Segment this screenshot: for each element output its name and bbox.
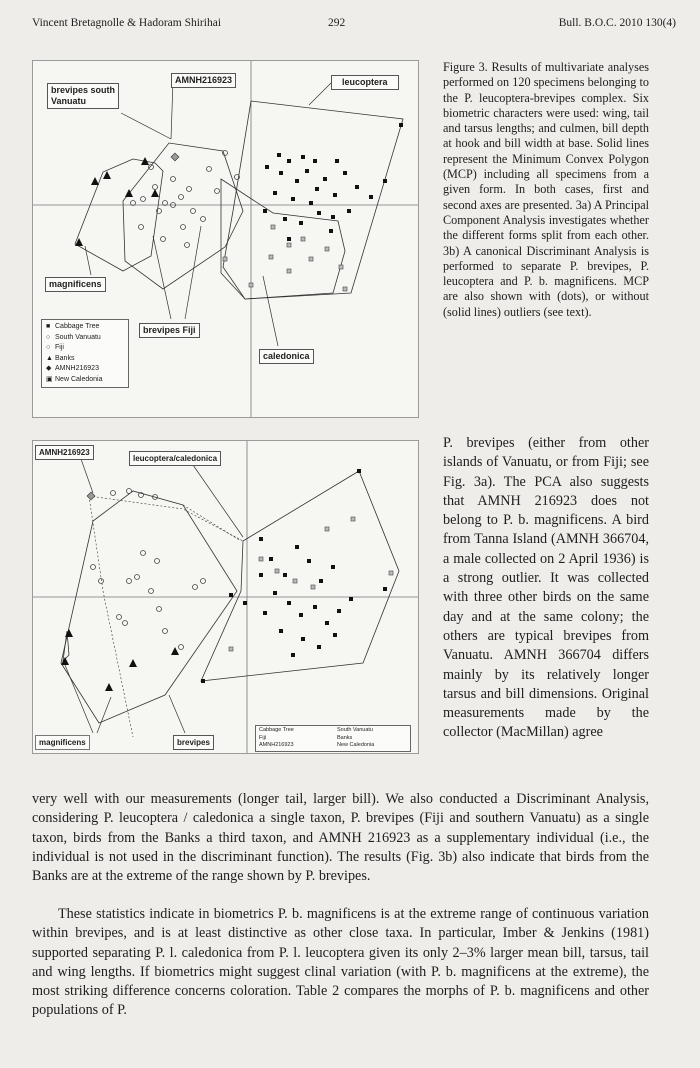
label-brevipes-b: brevipes bbox=[173, 735, 214, 750]
label-brevipes-fiji: brevipes Fiji bbox=[139, 323, 200, 338]
label-amnh: AMNH216923 bbox=[171, 73, 236, 88]
amnh-point bbox=[87, 492, 95, 500]
label-brevipes-south: brevipes south Vanuatu bbox=[47, 83, 119, 109]
figure-3a bbox=[32, 60, 419, 418]
header-authors: Vincent Bretagnolle & Hadoram Shirihai bbox=[32, 17, 222, 29]
hull-magnificens bbox=[75, 159, 163, 271]
body-paragraph-1: very well with our measurements (longer tail, larger bill). We also conducted a Discriminant Analysis, considering P. leucoptera / caledonica a single taxon, P. brevipes (Fiji and southern Vanuatu) as a single taxon, birds from the Banks a third taxon, and AMNH 216923 as a supplementary individual (i.e., the individual is not used in the discriminant function). The results (Fig. 3b) also indicate that birds from the Banks are at the extreme of the range shown by P. brevipes. bbox=[32, 791, 649, 885]
header-journal: Bull. B.O.C. 2010 130(4) bbox=[558, 17, 676, 29]
hull-caledonica bbox=[221, 179, 345, 299]
running-header bbox=[32, 14, 676, 32]
label-leucoptera-caledonica: leucoptera/caledonica bbox=[129, 451, 221, 466]
amnh-point bbox=[171, 153, 179, 161]
brevipes-points bbox=[131, 151, 240, 248]
figure-caption: Figure 3. Results of multivariate analyses performed on 120 specimens belonging to the P. leucoptera-brevipes complex. Six biometric characters were used: wing, tail and tarsus lengths; and culmen, bill depth at hook and bill width at base. Solid lines represent the Minimum Convex Polygon (MCP) including all specimens from a given form. In both cases, first and second axes are presented. 3a) A Principal Component Analysis investigates whether the different forms split from each other. 3b) A canonical Discriminant Analysis is performed to separate P. brevipes, P. leucoptera and P. b. magnificens. MCP are also shown with (dots), or without (solid lines) outliers (see text). bbox=[443, 60, 649, 319]
banks-points bbox=[61, 629, 179, 691]
hull-brevipes bbox=[61, 491, 237, 723]
label-amnh-b: AMNH216923 bbox=[35, 445, 94, 460]
banks-points bbox=[75, 157, 159, 246]
figure-3b-legend: Cabbage Tree South Vanuatu Fiji Banks AMNH216923 New Caledonia bbox=[255, 725, 411, 752]
label-magnificens: magnificens bbox=[45, 277, 106, 292]
new-caledonia-points bbox=[223, 225, 347, 291]
page-number: 292 bbox=[328, 17, 346, 29]
label-leucoptera: leucoptera bbox=[331, 75, 399, 90]
figure-3b-plot bbox=[33, 441, 418, 753]
body-column-text: P. brevipes (either from other islands of Vanuatu, or from Fiji; see Fig. 3a). The PCA also suggests that AMNH 216923 does not belong to P. b. magnificens. A bird from Tanna Island (AMNH 366704, a male collected on 2 April 1936) is a strong outlier. It was collected with three other birds on the same day and at the same colony; the others are typical brevipes from Vanuatu. AMNH 366704 differs mainly by its relatively longer tarsus and bill dimensions. Original measurements made by the collector (MacMillan) agree bbox=[443, 435, 649, 741]
hull-leucoptera bbox=[223, 101, 403, 299]
hull-brevipes bbox=[123, 143, 243, 289]
new-caledonia-points bbox=[229, 517, 393, 651]
label-caledonica: caledonica bbox=[259, 349, 314, 364]
label-magnificens-b: magnificens bbox=[35, 735, 90, 750]
figure-3a-legend: ■ Cabbage Tree ○ South Vanuatu ○ Fiji ▲ Banks ◆ AMNH216923 ▣ New Caledonia bbox=[41, 319, 129, 388]
body-paragraph-2: These statistics indicate in biometrics P. b. magnificens is at the extreme range of continuous variation within brevipes, and is at least distinctive as other close taxa. In particular, Imber & Jenkins (1981) supported separating P. l. caledonica from P. l. leucoptera given its only 2–3% larger mean bill, tarsus, tail and wing lengths. If biometrics might suggest clinal variation (with P. b. magnificens at the extreme), the most striking difference concerns coloration. Table 2 compares the morphs of P. b. magnificens and other populations of P. bbox=[32, 906, 649, 1019]
figure-3b bbox=[32, 440, 419, 754]
cabbage-tree-points bbox=[263, 123, 403, 241]
